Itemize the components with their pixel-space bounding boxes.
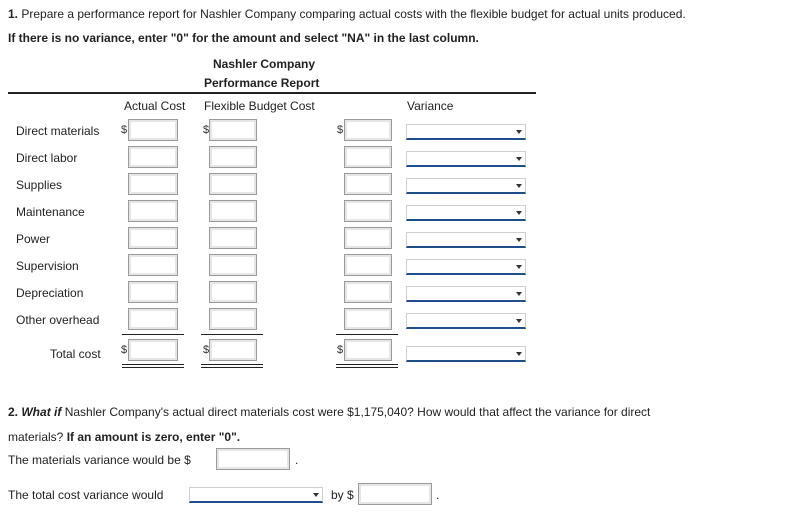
- row-label-supplies: Supplies: [16, 178, 63, 192]
- question-2-what-if: What if: [21, 405, 62, 419]
- flexible-budget-input-supplies[interactable]: [209, 173, 257, 195]
- variance-amount-input-maintenance[interactable]: [344, 200, 392, 222]
- variance-type-select-power[interactable]: [406, 232, 526, 248]
- total-flexible-input[interactable]: [209, 339, 257, 361]
- flexible-budget-input-other-overhead[interactable]: [209, 308, 257, 330]
- row-label-direct-labor: Direct labor: [16, 151, 78, 165]
- actual-cost-input-direct-materials[interactable]: [128, 119, 178, 141]
- row-label-other-overhead: Other overhead: [16, 313, 100, 327]
- variance-type-select-direct-labor[interactable]: [406, 151, 526, 167]
- col-header-variance: Variance: [407, 99, 454, 113]
- total-variance-amount-input[interactable]: [358, 483, 432, 505]
- variance-amount-input-other-overhead[interactable]: [344, 308, 392, 330]
- flexible-budget-input-depreciation[interactable]: [209, 281, 257, 303]
- question-2-note: If an amount is zero, enter "0".: [66, 430, 241, 444]
- total-variance-dollar: $: [337, 344, 344, 356]
- row-label-direct-materials: Direct materials: [16, 124, 100, 138]
- flexible-budget-input-supervision[interactable]: [209, 254, 257, 276]
- total-rule-flexible: [201, 334, 263, 335]
- by-label: by $: [331, 488, 354, 502]
- row-label-maintenance: Maintenance: [16, 205, 85, 219]
- variance-amount-input-direct-materials[interactable]: [344, 119, 392, 141]
- row-variance-dollar: $: [337, 124, 344, 136]
- materials-variance-input[interactable]: [216, 448, 290, 470]
- flexible-budget-input-maintenance[interactable]: [209, 200, 257, 222]
- variance-type-select-supervision[interactable]: [406, 259, 526, 275]
- question-1-prompt: Prepare a performance report for Nashler Company comparing actual costs with the flexible budget for actual units produced.: [18, 7, 686, 21]
- total-cost-label: Total cost: [50, 347, 101, 361]
- total-flexible-dollar: $: [203, 344, 210, 356]
- total-actual-dollar: $: [121, 344, 128, 356]
- col-header-actual: Actual Cost: [124, 99, 186, 113]
- row-label-depreciation: Depreciation: [16, 286, 84, 300]
- variance-amount-input-power[interactable]: [344, 227, 392, 249]
- total-double-rule-actual: [122, 364, 184, 368]
- question-2-line-1: [8, 405, 650, 419]
- variance-amount-input-direct-labor[interactable]: [344, 146, 392, 168]
- total-rule-actual: [122, 334, 184, 335]
- col-header-flexible: Flexible Budget Cost: [204, 99, 315, 113]
- question-2-line-2: [8, 430, 240, 444]
- total-actual-input[interactable]: [128, 339, 178, 361]
- total-double-rule-flexible: [201, 364, 263, 368]
- question-1-text: [8, 7, 686, 21]
- question-1-note: If there is no variance, enter "0" for the amount and select "NA" in the last column.: [8, 31, 479, 45]
- question-1-number: 1.: [8, 7, 19, 21]
- actual-cost-input-depreciation[interactable]: [128, 281, 178, 303]
- actual-cost-input-direct-labor[interactable]: [128, 146, 178, 168]
- total-variance-period: .: [436, 488, 440, 502]
- variance-type-select-direct-materials[interactable]: [406, 124, 526, 140]
- total-variance-prefix: The total cost variance would: [8, 488, 164, 502]
- company-name: Nashler Company: [213, 57, 316, 71]
- total-rule-variance: [336, 334, 398, 335]
- flexible-budget-input-power[interactable]: [209, 227, 257, 249]
- variance-amount-input-supervision[interactable]: [344, 254, 392, 276]
- question-2-text-b: materials?: [8, 430, 67, 444]
- header-rule: [8, 92, 536, 94]
- total-double-rule-variance: [336, 364, 398, 368]
- flexible-budget-input-direct-labor[interactable]: [209, 146, 257, 168]
- variance-amount-input-supplies[interactable]: [344, 173, 392, 195]
- actual-cost-input-maintenance[interactable]: [128, 200, 178, 222]
- flexible-budget-input-direct-materials[interactable]: [209, 119, 257, 141]
- actual-cost-input-power[interactable]: [128, 227, 178, 249]
- total-variance-select[interactable]: [406, 346, 526, 362]
- question-2-number: 2.: [8, 405, 19, 419]
- variance-amount-input-depreciation[interactable]: [344, 281, 392, 303]
- row-label-power: Power: [16, 232, 51, 246]
- total-variance-input[interactable]: [344, 339, 392, 361]
- question-2-text-a: Nashler Company's actual direct materials cost were $1,175,040? How would that affect the variance for direct: [61, 405, 651, 419]
- variance-type-select-other-overhead[interactable]: [406, 313, 526, 329]
- materials-variance-period: .: [295, 453, 299, 467]
- actual-cost-input-supplies[interactable]: [128, 173, 178, 195]
- variance-type-select-depreciation[interactable]: [406, 286, 526, 302]
- materials-variance-prefix: The materials variance would be $: [8, 453, 191, 467]
- total-variance-direction-select[interactable]: [189, 487, 323, 503]
- actual-cost-input-supervision[interactable]: [128, 254, 178, 276]
- row-flexible-dollar: $: [203, 124, 210, 136]
- variance-type-select-supplies[interactable]: [406, 178, 526, 194]
- report-title: Performance Report: [204, 76, 320, 90]
- row-actual-dollar: $: [121, 124, 128, 136]
- row-label-supervision: Supervision: [16, 259, 79, 273]
- actual-cost-input-other-overhead[interactable]: [128, 308, 178, 330]
- variance-type-select-maintenance[interactable]: [406, 205, 526, 221]
